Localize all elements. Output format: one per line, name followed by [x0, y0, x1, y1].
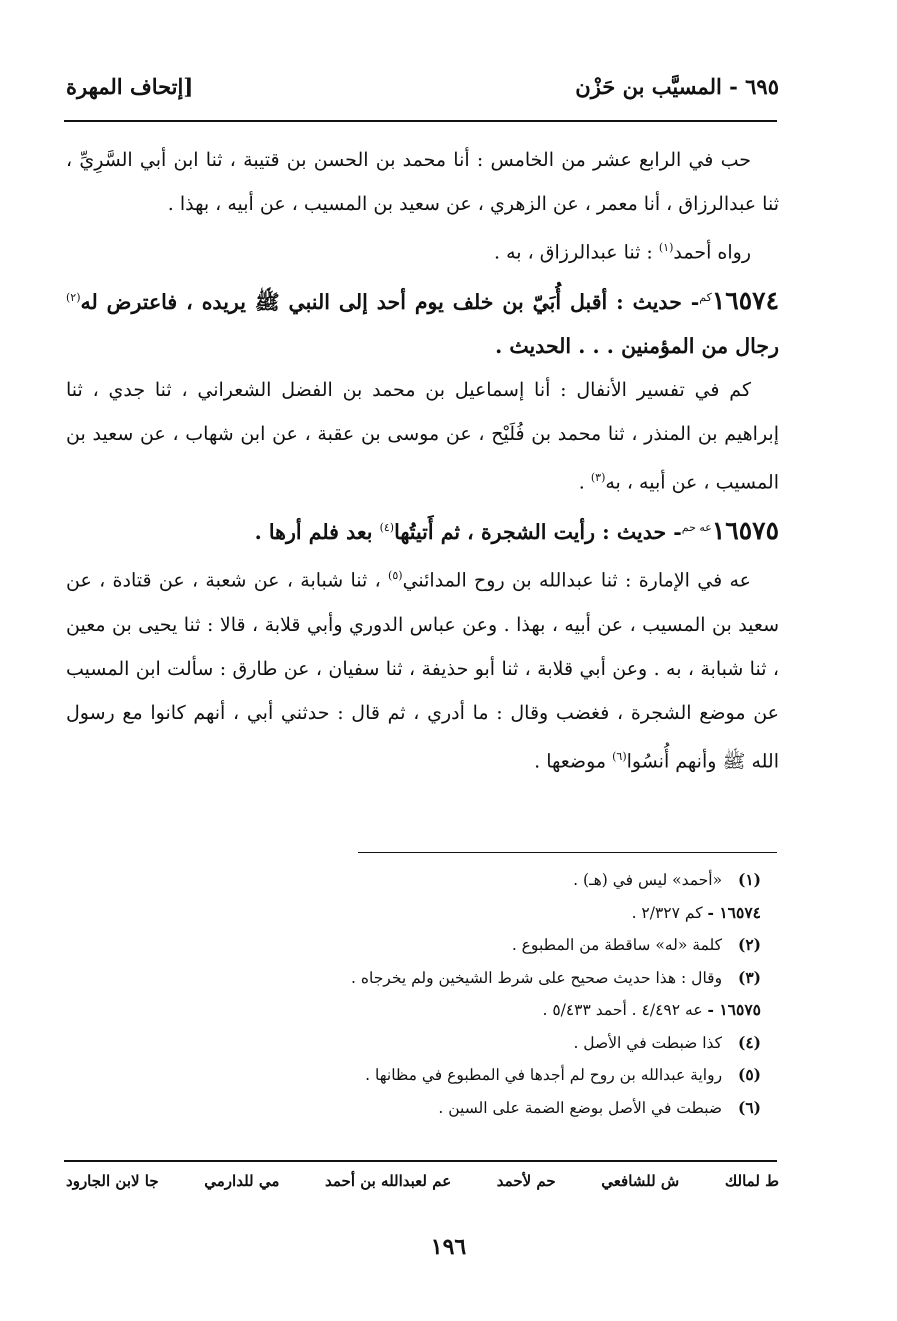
- footnote-line: [120, 1059, 761, 1092]
- text-segment: كم في تفسير الأنفال : أنا إسماعيل بن محمد بن الفضل الشعراني ، ثنا جدي ، ثنا إبراهيم بن المنذر ، ثنا محمد بن فُلَيْح ، عن موسى بن عقبة ، عن ابن شهاب ، عن سعيد بن المسيب ، عن أبيه ، به: [66, 379, 779, 494]
- siglum-item: مي للدارمي: [204, 1172, 280, 1190]
- footnote-rule: [358, 852, 777, 853]
- footnote-line: [120, 994, 761, 1027]
- book-title: [إتحاف المهرة: [66, 73, 194, 99]
- footnote-line: [120, 864, 761, 897]
- footnote-mark: (٣): [737, 967, 761, 987]
- text-segment: : ثنا عبدالرزاق ، به .: [493, 241, 659, 264]
- footnote-mark: ١٦٥٧٤ -: [707, 902, 761, 922]
- text-segment: رواه أحمد: [673, 241, 751, 264]
- hadith-siglum: عه حم: [681, 521, 712, 535]
- header-rule: [64, 120, 777, 122]
- text-segment: عه في الإمارة : ثنا عبدالله بن روح المدائني: [402, 569, 751, 592]
- footnotes: [120, 864, 761, 1124]
- siglum-item: جا لابن الجارود: [66, 1172, 159, 1190]
- footnote-text: وقال : هذا حديث صحيح على شرط الشيخين ولم يخرجاه .: [351, 968, 723, 987]
- footnote-mark: (١): [737, 870, 761, 889]
- hadith-16574: [66, 276, 779, 368]
- hadith-text: رجال من المؤمنين . . . الحديث .: [495, 334, 779, 359]
- footnote-text: «أحمد» ليس في (هـ) .: [573, 871, 723, 889]
- footnote-mark: (٦): [737, 1097, 761, 1117]
- footnote-mark: (٥): [737, 1065, 761, 1084]
- footnote-mark: (٢): [737, 935, 761, 954]
- hadith-text: بعد فلم أرها .: [254, 520, 380, 545]
- siglum-item: حم لأحمد: [496, 1172, 556, 1190]
- text-segment: .: [578, 471, 591, 494]
- paragraph-2: [66, 226, 779, 274]
- sigla-rule: [64, 1160, 777, 1162]
- footnote-ref: (٥): [388, 569, 403, 583]
- footnote-ref: (١): [658, 241, 674, 254]
- page-number: ١٩٦: [430, 1234, 467, 1260]
- hadith-siglum: كم: [699, 291, 712, 305]
- hadith-number: ١٦٥٧٥: [711, 516, 779, 546]
- siglum-item: عم لعبدالله بن أحمد: [325, 1172, 452, 1190]
- sigla-legend: [66, 1172, 779, 1190]
- paragraph-3: [66, 368, 779, 504]
- footnote-line: [120, 897, 761, 930]
- hadith-text: - حديث : رأيت الشجرة ، ثم أَتيتُها: [394, 520, 682, 545]
- text-segment: موضعها .: [534, 749, 613, 772]
- hadith-16575: [66, 506, 779, 554]
- footnote-text: كم ٢/٣٢٧ .: [631, 903, 703, 922]
- footnote-mark: ١٦٥٧٥ -: [707, 1000, 761, 1019]
- footnote-text: رواية عبدالله بن روح لم أجدها في المطبوع في مظانها .: [365, 1066, 723, 1084]
- running-head: [66, 66, 779, 106]
- paragraph-4: [66, 554, 779, 783]
- footnote-ref: (٤): [379, 521, 395, 535]
- footnote-ref: (٦): [612, 749, 627, 763]
- siglum-item: ش للشافعي: [601, 1172, 680, 1190]
- chapter-title: ٦٩٥ - المسيَّب بن حَزْن: [575, 73, 779, 99]
- footnote-line: [120, 1092, 761, 1125]
- siglum-item: ط لمالك: [724, 1172, 779, 1190]
- footnote-text: عه ٤/٤٩٢ . أحمد ٥/٤٣٣ .: [542, 1001, 703, 1019]
- footnote-ref: (٢): [66, 291, 81, 305]
- footnote-mark: (٤): [737, 1032, 761, 1052]
- main-text: [66, 138, 779, 783]
- hadith-text: - حديث : أقبل أُبَيّ بن خلف يوم أحد إلى النبي ﷺ يريده ، فاعترض له: [80, 290, 700, 315]
- footnote-ref: (٣): [590, 471, 606, 485]
- paragraph-1: حب في الرابع عشر من الخامس : أنا محمد بن الحسن بن قتيبة ، ثنا ابن أبي السَّرِيِّ ، ثنا عبدالرزاق ، أنا معمر ، عن الزهري ، عن سعيد بن المسيب ، عن أبيه ، بهذا .: [66, 149, 779, 215]
- footnote-text: كلمة «له» ساقطة من المطبوع .: [511, 936, 723, 954]
- footnote-line: [120, 1027, 761, 1060]
- footnote-line: [120, 962, 761, 995]
- text-segment: ، ثنا شبابة ، عن شعبة ، عن قتادة ، عن سعيد بن المسيب ، عن أبيه ، بهذا . وعن عباس الدوري وأبي قلابة ، قالا : ثنا يحيى بن معين ، ثنا شبابة ، به . وعن أبي قلابة ، ثنا أبو حذيفة ، ثنا سفيان ، عن طارق : سألت ابن المسيب عن موضع الشجرة ، فغضب وقال : ما أدري ، ثم قال : حدثني أبي ، أنهم كانوا مع رسول الله ﷺ وأنهم أُنسُوا: [66, 569, 779, 772]
- hadith-number: ١٦٥٧٤: [711, 286, 779, 316]
- footnote-text: ضبطت في الأصل بوضع الضمة على السين .: [438, 1098, 723, 1117]
- footnote-line: [120, 929, 761, 962]
- footnote-text: كذا ضبطت في الأصل .: [573, 1033, 723, 1052]
